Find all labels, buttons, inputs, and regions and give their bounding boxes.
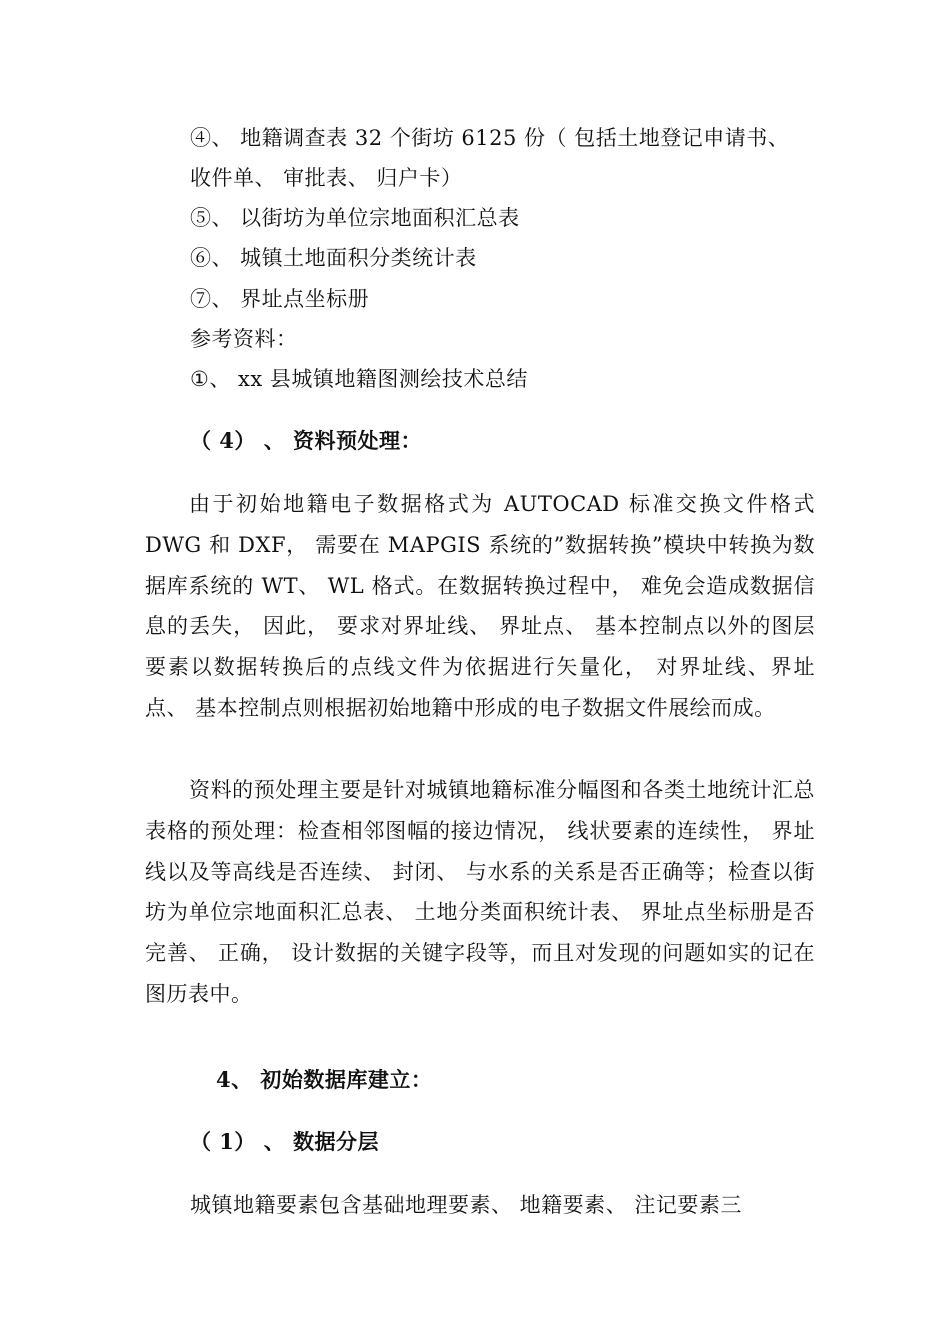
reference-item-technical-summary: ①、 xx 县城镇地籍图测绘技术总结	[190, 367, 528, 391]
heading-data-layering: （ 1） 、 数据分层	[190, 1129, 380, 1154]
list-item-area-summary: ⑤、 以街坊为单位宗地面积汇总表	[190, 206, 520, 230]
paragraph-element-categories: 城镇地籍要素包含基础地理要素、 地籍要素、 注记要素三	[190, 1193, 742, 1217]
list-item-boundary-register: ⑦、 界址点坐标册	[190, 287, 370, 311]
paragraph-data-conversion: 由于初始地籍电子数据格式为 AUTOCAD 标准交换文件格式 DWG 和 DXF， 需要在 MAPGIS 系统的”数据转换”模块中转换为数据库系统的 WT、 WL 格式。在数据转换过程中， 难免会造成数据信息的丢失， 因此， 要求对界址线、 界址点、 基本控制点以外的图层要素以数据转换后的点线文件为依据进行矢量化， 对界址线、界址点、 基本控制点则根据初始地籍中形成的电子数据文件展绘而成。	[145, 492, 815, 720]
list-item-survey-tables: ④、 地籍调查表 32 个街坊 6125 份（ 包括土地登记申请书、	[190, 126, 790, 150]
list-item-land-statistics: ⑥、 城镇土地面积分类统计表	[190, 246, 477, 270]
list-item-survey-tables-cont: 收件单、 审批表、 归户卡）	[190, 166, 463, 190]
heading-data-preprocessing: （ 4） 、 资料预处理：	[190, 428, 423, 453]
reference-label: 参考资料：	[190, 327, 298, 351]
paragraph-preprocessing-details: 资料的预处理主要是针对城镇地籍标准分幅图和各类土地统计汇总表格的预处理：检查相邻图幅的接边情况， 线状要素的连续性， 界址线以及等高线是否连续、 封闭、 与水系的关系是否正确等；检查以街坊为单位宗地面积汇总表、 土地分类面积统计表、 界址点坐标册是否完善、 正确， 设计数据的关键字段等，而且对发现的问题如实的记在图历表中。	[145, 778, 815, 1006]
heading-initial-database: 4、 初始数据库建立：	[216, 1067, 433, 1092]
